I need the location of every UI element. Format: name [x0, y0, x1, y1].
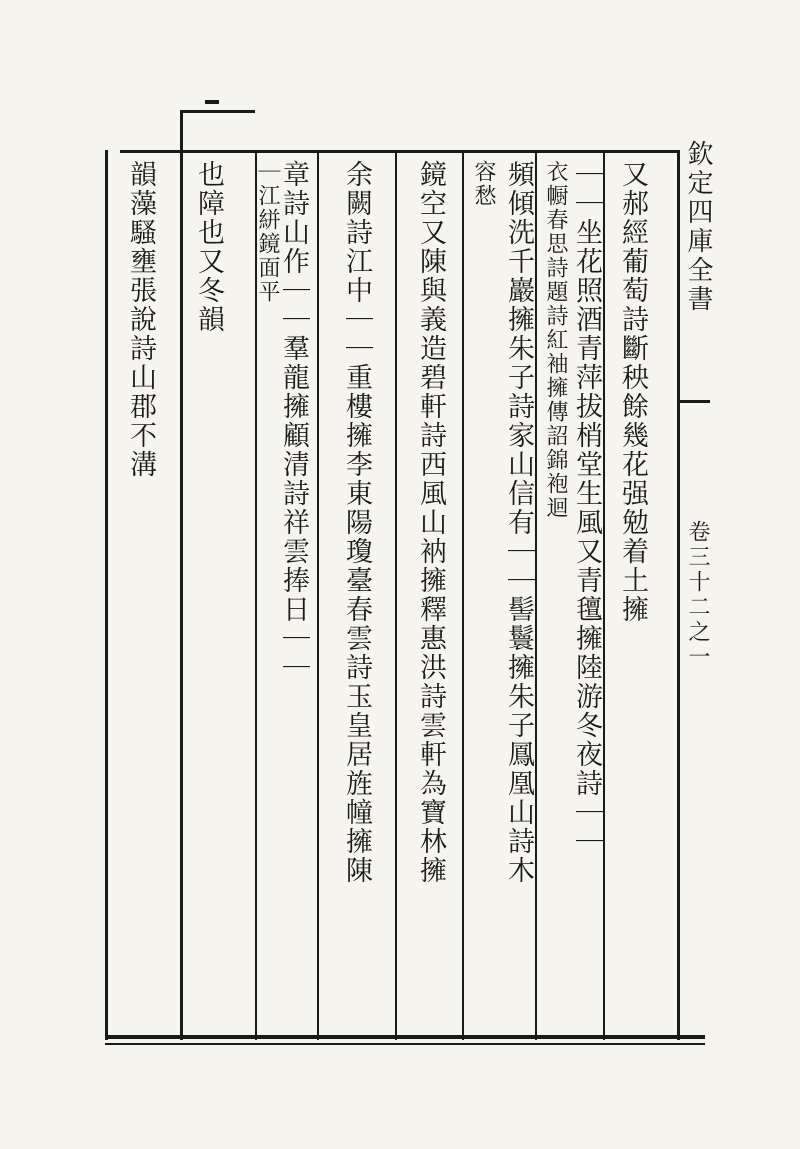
text-column-6-sub: ｜江絣鏡面平: [255, 160, 280, 304]
column-rule: [462, 150, 464, 1040]
outer-bottom-rule-thin: [105, 1043, 705, 1045]
inner-left-border: [180, 110, 183, 1040]
text-column-7: 也障也又冬韻: [193, 160, 224, 334]
text-column-4: 鏡空又陳與義造碧軒詩西風山衲擁釋惠洪詩雲軒為寶林擁: [415, 160, 446, 885]
column-rule: [317, 150, 319, 1040]
text-column-5: 余闕詩江中｜｜重樓擁李東陽瓊臺春雲詩玉皇居旌幢擁陳: [341, 160, 372, 885]
top-tick-mark: [205, 100, 219, 104]
text-column-2-sub: 衣㡡春思詩題詩紅袖擁傳詔錦袍迴: [543, 160, 568, 520]
column-rule: [395, 150, 397, 1040]
column-rule: [603, 150, 605, 1040]
text-column-1: 又郝經葡萄詩斷秧餘幾花强勉着土擁: [617, 160, 648, 624]
text-column-2: ｜｜坐花照酒青萍拔梢堂生風又青氊擁陸游冬夜詩｜｜: [571, 160, 602, 856]
text-column-8: 韻藻騷壅張說詩山郡不溝: [125, 160, 156, 479]
column-rule: [535, 150, 537, 1040]
chapter-label: 卷三十二之一: [685, 520, 710, 670]
text-column-3-sub: 容愁: [471, 160, 496, 208]
fish-tail-mark: [680, 400, 710, 403]
text-column-6: 章詩山作｜｜羣龍擁顧清詩祥雲捧日｜｜: [278, 160, 309, 682]
inner-top-rule: [180, 110, 255, 113]
text-column-3: 頻傾洗千巖擁朱子詩家山信有｜｜髻鬟擁朱子鳳凰山詩木: [503, 160, 534, 885]
left-border: [105, 150, 108, 1040]
outer-bottom-rule: [105, 1035, 705, 1039]
outer-top-rule: [120, 150, 680, 153]
running-title: 欽定四庫全書: [683, 140, 713, 314]
